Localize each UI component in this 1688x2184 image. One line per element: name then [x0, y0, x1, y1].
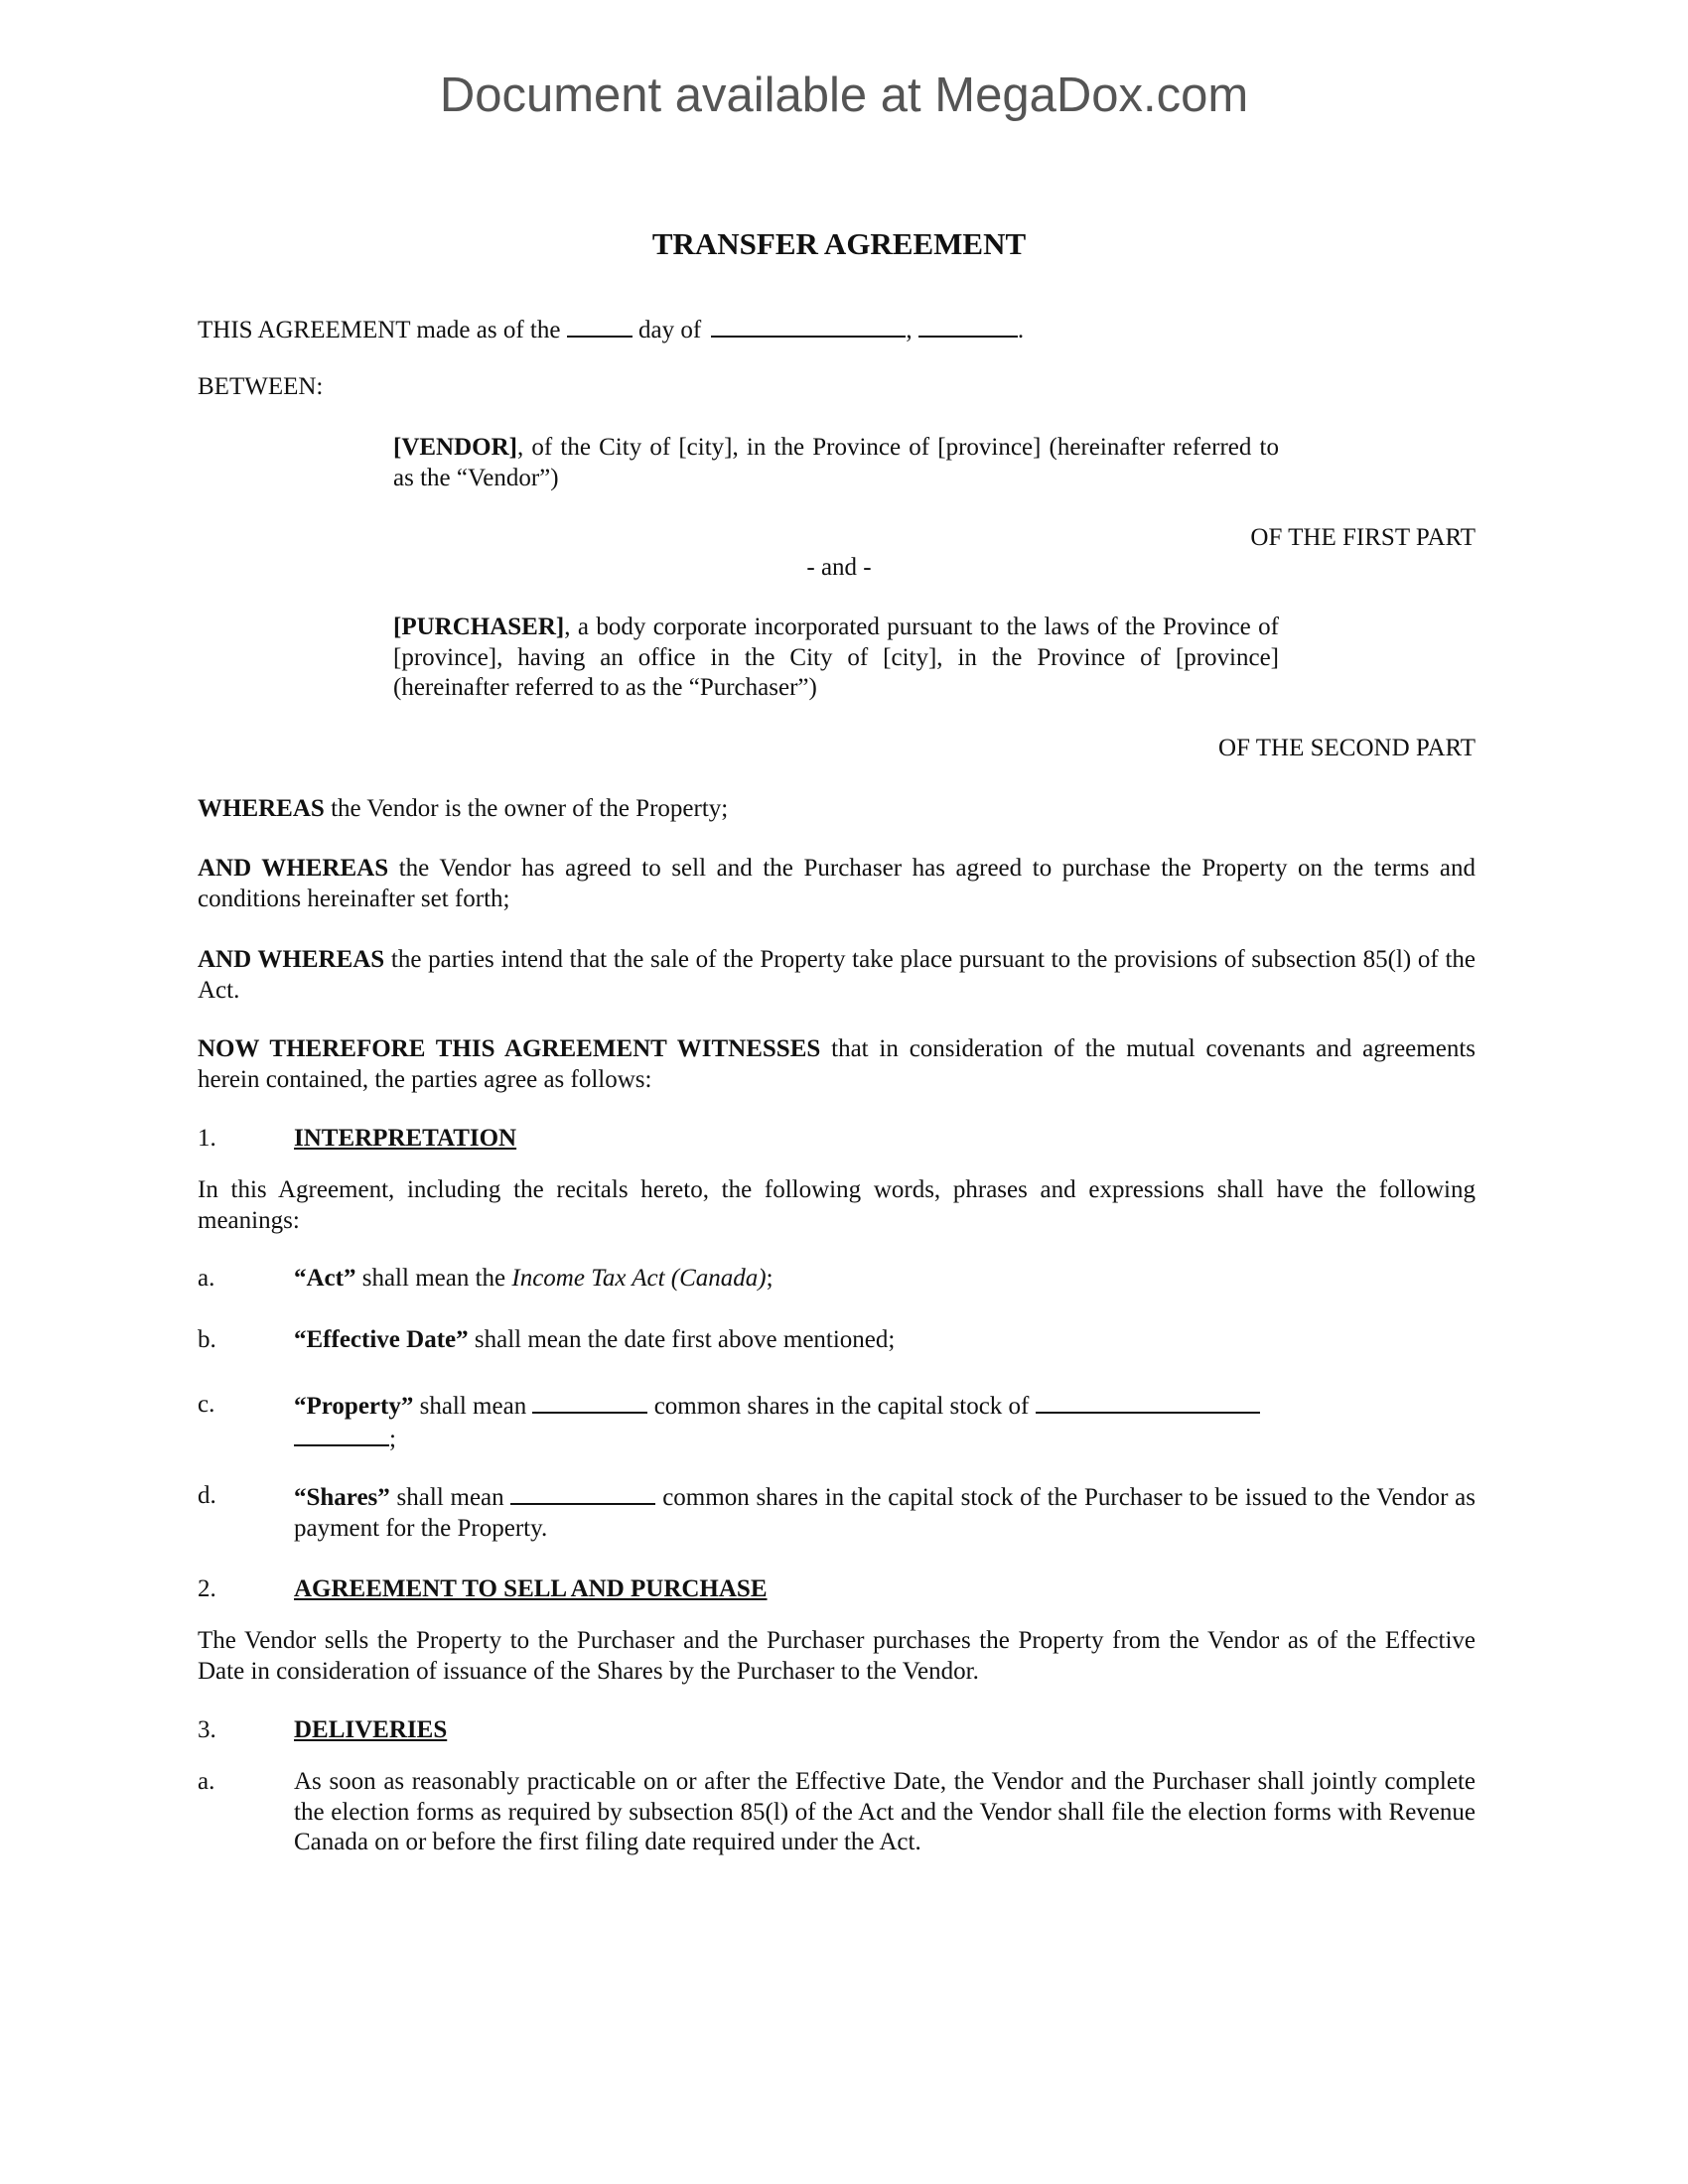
watermark: Document available at MegaDox.com [439, 68, 1249, 122]
year-blank [918, 314, 1018, 338]
definition-term: “Effective Date” [294, 1326, 469, 1353]
vendor-name: [VENDOR] [393, 434, 517, 461]
section-text: The Vendor sells the Property to the Purchaser and the Purchaser purchases the Property from the Vendor as of the Effective Date in consideration of issuance of the Shares by the Purchaser to the Vendor. [198, 1627, 1476, 1685]
share-count-blank [510, 1481, 655, 1505]
recital [198, 854, 1476, 914]
section-number: 1. [198, 1125, 216, 1152]
recital-text: the Vendor has agreed to sell and the Purchaser has agreed to purchase the Property on the terms and conditions hereinafter set forth; [198, 855, 1476, 912]
purchaser-party [393, 613, 1279, 704]
definition-text: common shares in the capital stock of the Purchaser to be issued to the Vendor as payment for the Property. [294, 1484, 1477, 1542]
definition-label: b. [198, 1326, 216, 1353]
section-number: 2. [198, 1575, 216, 1602]
company-blank [1036, 1390, 1260, 1414]
definition-property [294, 1390, 1476, 1454]
definition-text: shall mean [413, 1393, 527, 1420]
definition-term: “Property” [294, 1393, 414, 1420]
definition-effective-date [294, 1325, 1476, 1356]
intro-text: , [906, 317, 913, 343]
recital [198, 945, 1476, 1006]
purchaser-name: [PURCHASER] [393, 614, 565, 640]
vendor-text: , of the City of [city], in the Province of [province] (hereinafter referred to as the “Vendor”) [393, 434, 1279, 491]
delivery-label: a. [198, 1768, 215, 1795]
definition-act [294, 1264, 1476, 1295]
delivery-text: As soon as reasonably practicable on or after the Effective Date, the Vendor and the Purchaser shall jointly complete the election forms as required by subsection 85(l) of the Act and the Vendor shall file the election forms with Revenue Canada on or before the first filing date required under the Act. [294, 1768, 1476, 1855]
definition-text: shall mean the date first above mentioned; [468, 1326, 896, 1353]
definition-text: ; [766, 1265, 774, 1292]
agreement-date-line [198, 314, 1024, 346]
section-number: 3. [198, 1716, 216, 1743]
vendor-party [393, 433, 1279, 493]
intro-text: day of [637, 317, 702, 343]
definition-label: a. [198, 1265, 215, 1292]
document-title: TRANSFER AGREEMENT [651, 226, 1027, 261]
recital-keyword: WHEREAS [198, 795, 325, 822]
definition-text: common shares in the capital stock of [653, 1393, 1030, 1420]
share-count-blank [532, 1390, 647, 1414]
definition-text: shall mean the [355, 1265, 512, 1292]
witnesses-clause [198, 1034, 1476, 1095]
recital-text: the parties intend that the sale of the Property take place pursuant to the provisions of subsection 85(l) of the Act. [198, 946, 1476, 1004]
and-separator: - and - [806, 554, 872, 581]
recital-text: the Vendor is the owner of the Property; [324, 795, 729, 822]
recital-keyword: NOW THEREFORE THIS AGREEMENT WITNESSES [198, 1035, 821, 1062]
recital [198, 794, 1476, 825]
section-heading: AGREEMENT TO SELL AND PURCHASE [294, 1575, 768, 1602]
section-text: In this Agreement, including the recitals hereto, the following words, phrases and expressions shall have the following meanings: [198, 1176, 1476, 1234]
definition-label: c. [198, 1391, 215, 1418]
recital-text: that in consideration of the mutual covenants and agreements herein contained, the parties agree as follows: [198, 1035, 1476, 1093]
definition-text: shall mean [389, 1484, 504, 1511]
definition-label: d. [198, 1482, 216, 1509]
recital-keyword: AND WHEREAS [198, 946, 385, 973]
first-part-label: OF THE FIRST PART [1250, 524, 1476, 551]
section-heading: DELIVERIES [294, 1716, 448, 1743]
day-blank [567, 314, 633, 338]
definition-term: “Shares” [294, 1484, 390, 1511]
definition-shares [294, 1481, 1476, 1544]
intro-text: . [1017, 317, 1025, 343]
purchaser-text: , a body corporate incorporated pursuant to the laws of the Province of [province], having an office in the City of [city], in the Province of [province] (hereinafter referred to as the “Purchaser”) [393, 614, 1279, 701]
definition-term: “Act” [294, 1265, 356, 1292]
definition-text: ; [389, 1425, 396, 1452]
recital-keyword: AND WHEREAS [198, 855, 389, 882]
second-part-label: OF THE SECOND PART [1218, 735, 1476, 761]
month-blank [711, 314, 906, 338]
company-blank [294, 1423, 389, 1446]
intro-text: THIS AGREEMENT made as of the [198, 317, 561, 343]
section-heading: INTERPRETATION [294, 1125, 517, 1152]
between-label: BETWEEN: [198, 373, 324, 400]
act-title: Income Tax Act (Canada) [511, 1265, 767, 1292]
